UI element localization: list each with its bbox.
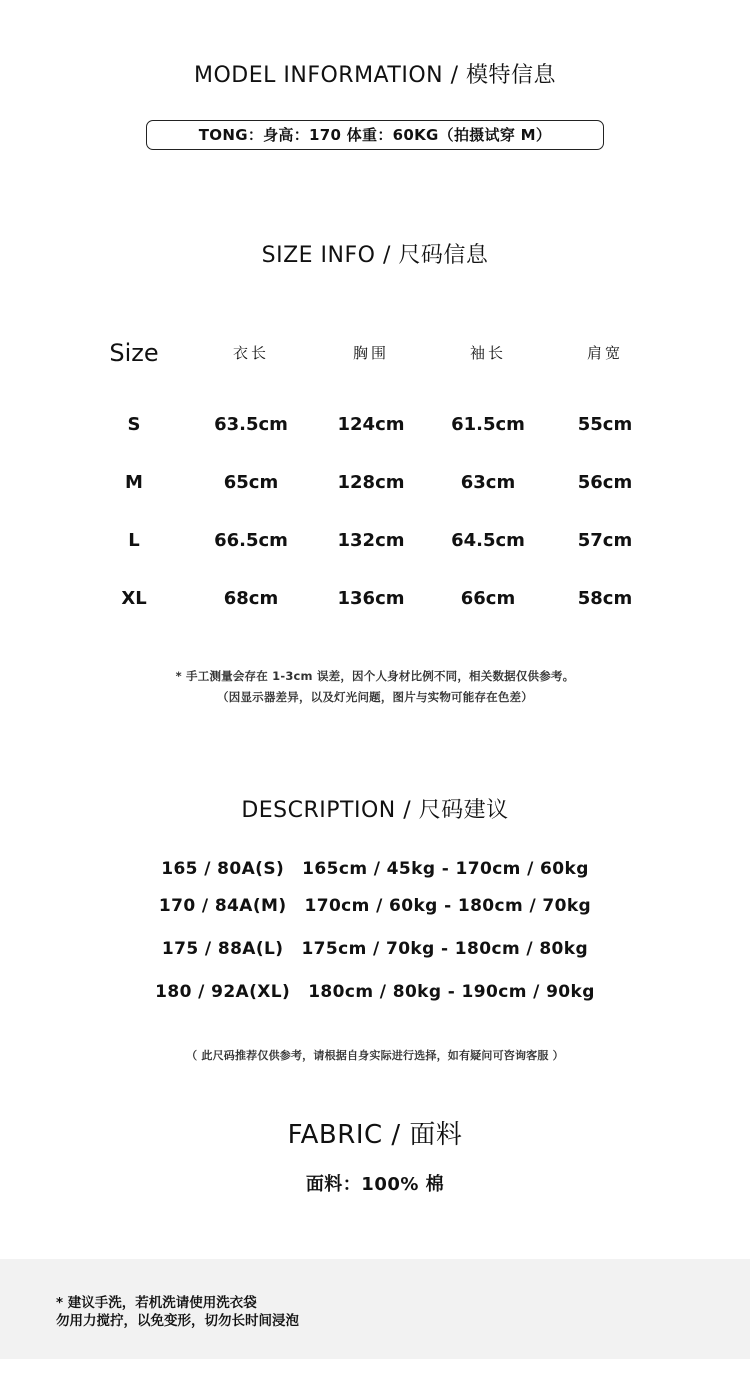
shoulder-value: 58cm bbox=[577, 587, 633, 609]
size-label: M bbox=[125, 471, 143, 493]
fabric-content: 面料：100% 棉 bbox=[305, 1174, 445, 1195]
list-item bbox=[0, 896, 750, 916]
sleeve-value: 66cm bbox=[460, 587, 516, 609]
recommend-range: 170cm / 60kg - 180cm / 70kg bbox=[304, 896, 592, 916]
length-value: 65cm bbox=[223, 471, 279, 493]
size-table bbox=[75, 330, 675, 627]
chest-value: 136cm bbox=[337, 587, 405, 609]
table-row bbox=[75, 395, 675, 453]
model-info-box: TONG：身高：170 体重：60KG（拍摄试穿 M） bbox=[146, 120, 604, 150]
shoulder-value: 55cm bbox=[577, 413, 633, 435]
sleeve-value: 61.5cm bbox=[451, 413, 525, 435]
size-header-length: 衣长 bbox=[232, 344, 269, 362]
size-note-measurement: * 手工测量会存在 1-3cm 误差，因个人身材比例不同，相关数据仅供参考。 bbox=[175, 669, 575, 683]
size-label: XL bbox=[121, 587, 147, 609]
size-header-size: Size bbox=[109, 338, 159, 367]
chest-value: 128cm bbox=[337, 471, 405, 493]
size-header-shoulder: 肩宽 bbox=[586, 344, 623, 362]
shoulder-value: 57cm bbox=[577, 529, 633, 551]
recommend-size: 165 / 80A(S) bbox=[161, 859, 285, 879]
table-row bbox=[75, 511, 675, 569]
chest-value: 132cm bbox=[337, 529, 405, 551]
length-value: 63.5cm bbox=[214, 413, 288, 435]
recommend-range: 165cm / 45kg - 170cm / 60kg bbox=[302, 859, 589, 879]
list-item bbox=[0, 859, 750, 879]
sleeve-value: 63cm bbox=[460, 471, 516, 493]
fabric-title: FABRIC / 面料 bbox=[287, 1120, 463, 1150]
table-row bbox=[75, 453, 675, 511]
size-header-sleeve: 袖长 bbox=[469, 344, 506, 362]
table-row bbox=[75, 569, 675, 627]
size-table-header bbox=[75, 330, 675, 375]
recommend-size: 180 / 92A(XL) bbox=[155, 982, 291, 1002]
length-value: 68cm bbox=[223, 587, 279, 609]
recommend-size: 170 / 84A(M) bbox=[158, 896, 287, 916]
recommendation-note: （ 此尺码推荐仅供参考，请根据自身实际进行选择，如有疑问可咨询客服 ） bbox=[186, 1049, 564, 1062]
recommend-size: 175 / 88A(L) bbox=[161, 939, 284, 959]
shoulder-value: 56cm bbox=[577, 471, 633, 493]
recommend-range: 175cm / 70kg - 180cm / 80kg bbox=[301, 939, 589, 959]
list-item bbox=[0, 939, 750, 959]
size-info-title: SIZE INFO / 尺码信息 bbox=[261, 243, 489, 268]
length-value: 66.5cm bbox=[214, 529, 288, 551]
description-title: DESCRIPTION / 尺码建议 bbox=[241, 798, 509, 823]
model-information-title: MODEL INFORMATION / 模特信息 bbox=[193, 63, 556, 88]
recommend-range: 180cm / 80kg - 190cm / 90kg bbox=[308, 982, 595, 1002]
size-label: L bbox=[128, 529, 140, 551]
size-note-color: （因显示器差异，以及灯光问题，图片与实物可能存在色差） bbox=[217, 690, 533, 704]
sleeve-value: 64.5cm bbox=[451, 529, 525, 551]
care-line-twist: 勿用力搅拧，以免变形，切勿长时间浸泡 bbox=[56, 1313, 299, 1329]
care-instructions-panel bbox=[0, 1259, 750, 1359]
list-item bbox=[0, 982, 750, 1002]
size-header-chest: 胸围 bbox=[352, 344, 389, 362]
care-line-wash: * 建议手洗，若机洗请使用洗衣袋 bbox=[56, 1295, 257, 1311]
chest-value: 124cm bbox=[337, 413, 405, 435]
size-label: S bbox=[127, 413, 141, 435]
